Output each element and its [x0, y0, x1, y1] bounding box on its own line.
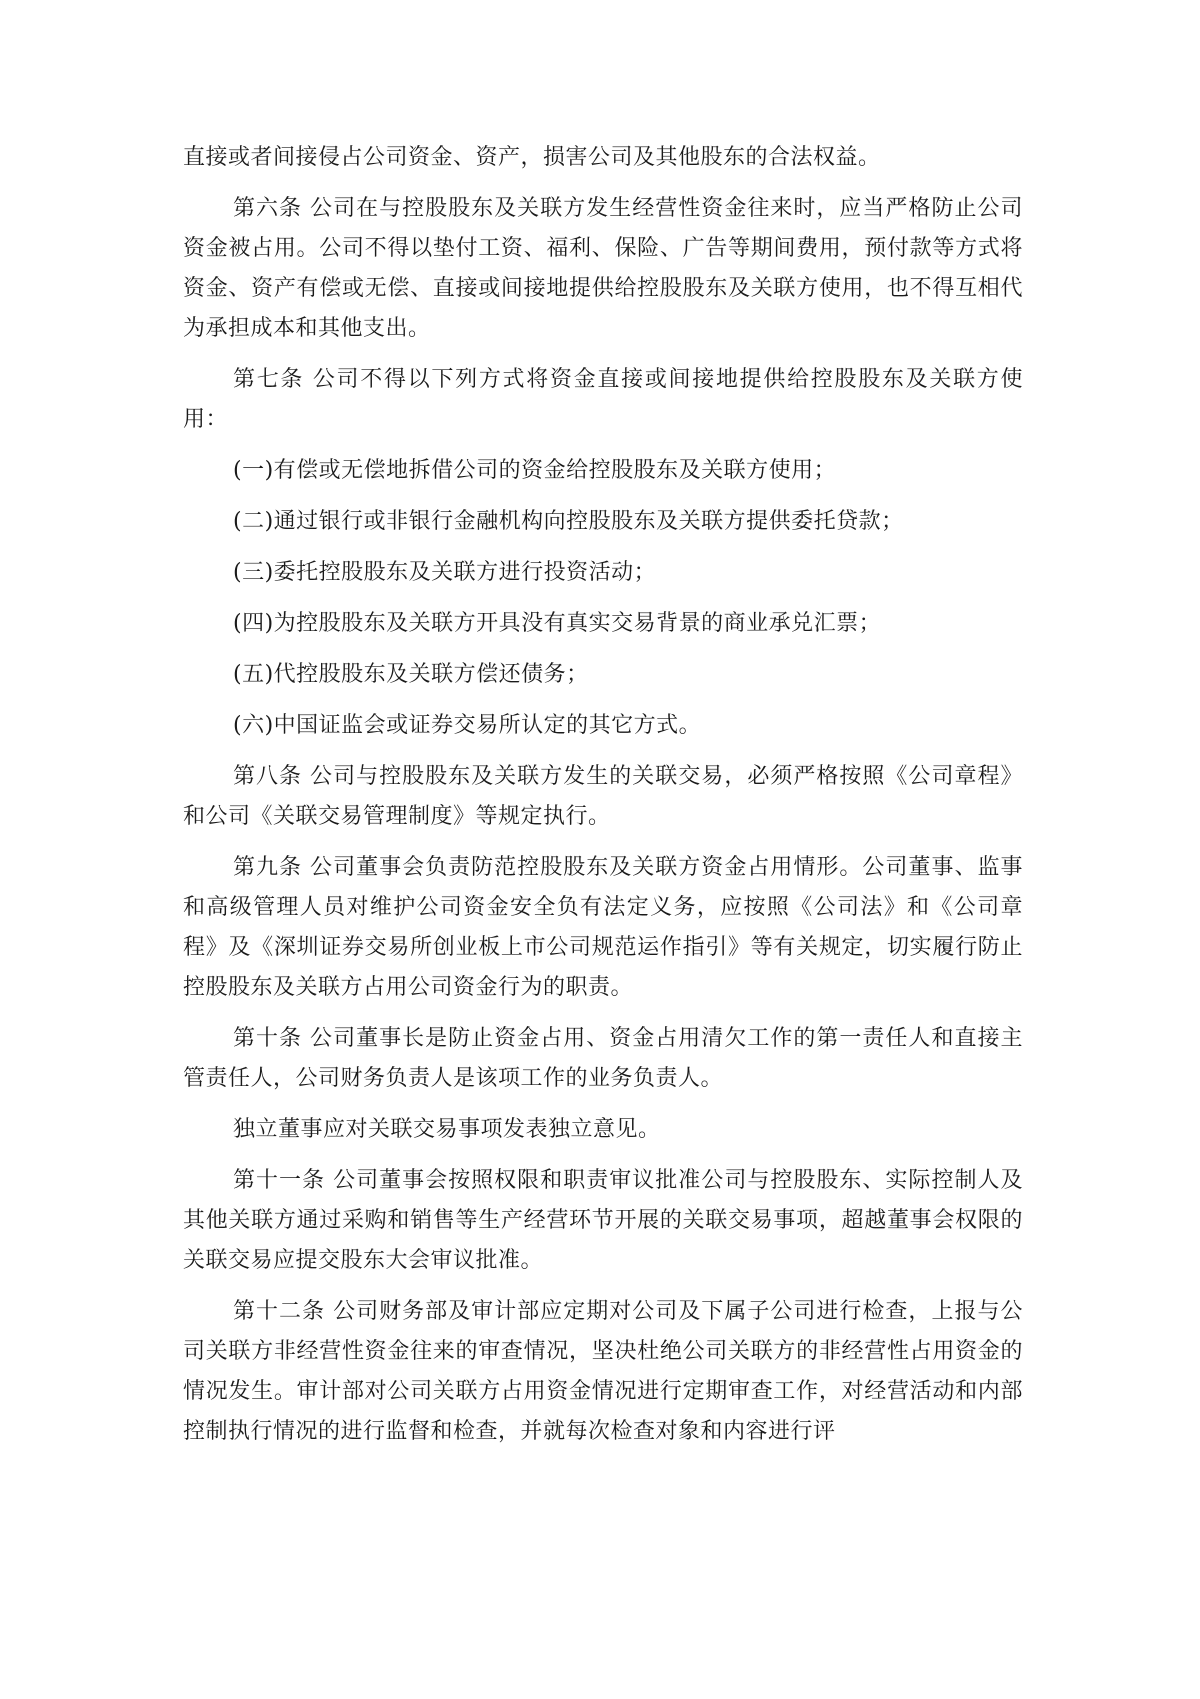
paragraph-continuation: 直接或者间接侵占公司资金、资产，损害公司及其他股东的合法权益。 — [183, 145, 881, 170]
article-6: 第六条 公司在与控股股东及关联方发生经营性资金往来时，应当严格防止公司资金被占用。公司不得以垫付工资、福利、保险、广告等期间费用，预付款等方式将资金、资产有偿或无偿、直接或间接地提供给控股股东及关联方使用，也不得互相代为承担成本和其他支出。 — [183, 196, 1023, 341]
article-9: 第九条 公司董事会负责防范控股股东及关联方资金占用情形。公司董事、监事和高级管理人员对维护公司资金安全负有法定义务，应按照《公司法》和《公司章程》及《深圳证券交易所创业板上市公司规范运作指引》等有关规定，切实履行防止控股股东及关联方占用公司资金行为的职责。 — [183, 855, 1023, 1000]
article-7: 第七条 公司不得以下列方式将资金直接或间接地提供给控股股东及关联方使用： — [183, 367, 1023, 432]
article-7-item-1: (一)有偿或无偿地拆借公司的资金给控股股东及关联方使用； — [233, 458, 837, 483]
article-7-item-6: (六)中国证监会或证券交易所认定的其它方式。 — [233, 713, 702, 738]
article-12: 第十二条 公司财务部及审计部应定期对公司及下属子公司进行检查，上报与公司关联方非经营性资金往来的审查情况，坚决杜绝公司关联方的非经营性占用资金的情况发生。审计部对公司关联方占用资金情况进行定期审查工作，对经营活动和内部控制执行情况的进行监督和检查，并就每次检查对象和内容进行评 — [183, 1299, 1023, 1444]
article-8: 第八条 公司与控股股东及关联方发生的关联交易，必须严格按照《公司章程》和公司《关联交易管理制度》等规定执行。 — [183, 764, 1023, 829]
article-7-item-5: (五)代控股股东及关联方偿还债务； — [233, 662, 589, 687]
document-page — [183, 138, 1023, 1463]
article-7-item-2: (二)通过银行或非银行金融机构向控股股东及关联方提供委托贷款； — [233, 509, 904, 534]
article-7-item-3: (三)委托控股股东及关联方进行投资活动； — [233, 560, 657, 585]
article-7-item-4: (四)为控股股东及关联方开具没有真实交易背景的商业承兑汇票； — [233, 611, 882, 636]
independent-director-note: 独立董事应对关联交易事项发表独立意见。 — [233, 1117, 661, 1142]
article-11: 第十一条 公司董事会按照权限和职责审议批准公司与控股股东、实际控制人及其他关联方通过采购和销售等生产经营环节开展的关联交易事项，超越董事会权限的关联交易应提交股东大会审议批准。 — [183, 1168, 1023, 1273]
article-10: 第十条 公司董事长是防止资金占用、资金占用清欠工作的第一责任人和直接主管责任人，公司财务负责人是该项工作的业务负责人。 — [183, 1026, 1023, 1091]
